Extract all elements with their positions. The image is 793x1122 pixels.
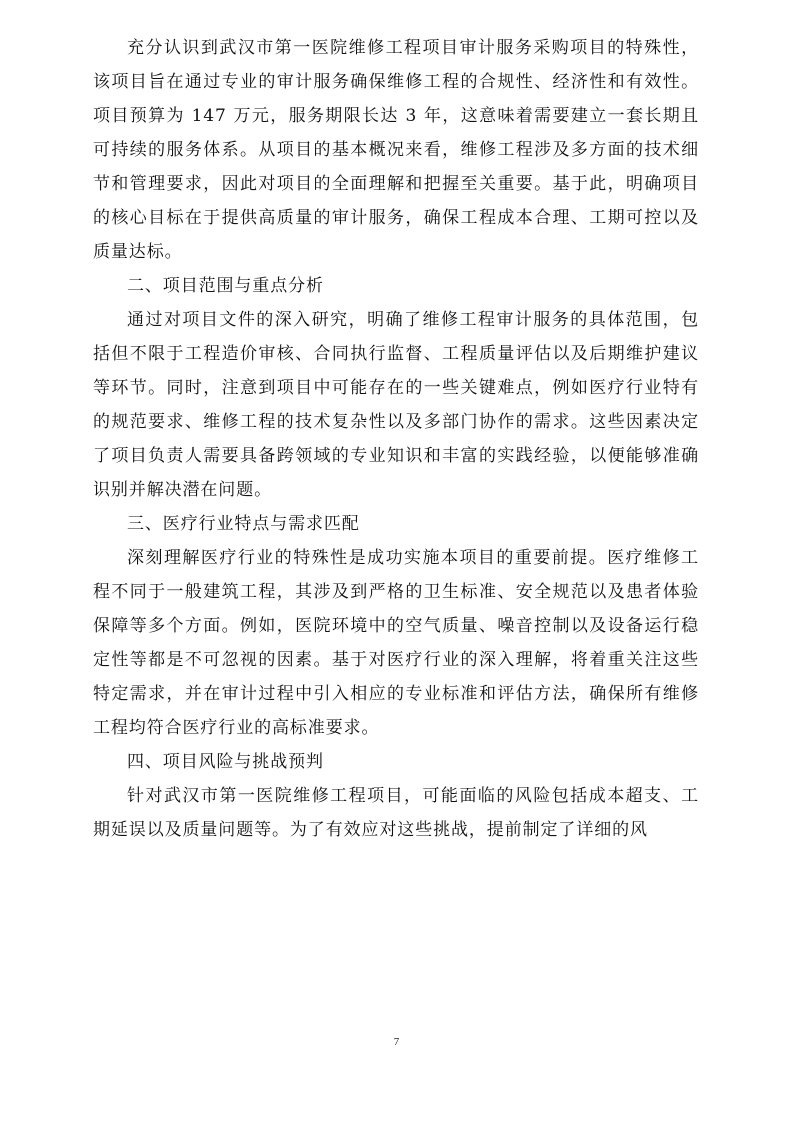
paragraph-risks: 针对武汉市第一医院维修工程项目，可能面临的风险包括成本超支、工期延误以及质量问题等。为了有效应对这些挑战，提前制定了详细的风: [93, 786, 699, 840]
document-body: [93, 31, 699, 847]
paragraph-scope-analysis: 通过对项目文件的深入研究，明确了维修工程审计服务的具体范围，包括但不限于工程造价审核、合同执行监督、工程质量评估以及后期维护建议等环节。同时，注意到项目中可能存在的一些关键难点，例如医疗行业特有的规范要求、维修工程的技术复杂性以及多部门协作的需求。这些因素决定了项目负责人需要具备跨领域的专业知识和丰富的实践经验，以便能够准确识别并解决潜在问题。: [93, 310, 699, 500]
page-number: 7: [393, 1036, 400, 1048]
section-heading-medical-industry: 三、医疗行业特点与需求匹配: [127, 514, 360, 534]
paragraph-medical-industry: 深刻理解医疗行业的特殊性是成功实施本项目的重要前提。医疗维修工程不同于一般建筑工程，其涉及到严格的卫生标准、安全规范以及患者体验保障等多个方面。例如，医院环境中的空气质量、噪音控制以及设备运行稳定性等都是不可忽视的因素。基于对医疗行业的深入理解，将着重关注这些特定需求，并在审计过程中引入相应的专业标准和评估方法，确保所有维修工程均符合医疗行业的高标准要求。: [93, 548, 699, 738]
paragraph-project-understanding: 充分认识到武汉市第一医院维修工程项目审计服务采购项目的特殊性，该项目旨在通过专业的审计服务确保维修工程的合规性、经济性和有效性。项目预算为 147 万元，服务期限长达 3 年，这意味着需要建立一套长期且可持续的服务体系。从项目的基本概况来看，维修工程涉及多方面的技术细节和管理要求，因此对项目的全面理解和把握至关重要。基于此，明确项目的核心目标在于提供高质量的审计服务，确保工程成本合理、工期可控以及质量达标。: [93, 38, 699, 262]
section-heading-scope: 二、项目范围与重点分析: [127, 276, 324, 296]
section-heading-risks: 四、项目风险与挑战预判: [127, 752, 324, 772]
